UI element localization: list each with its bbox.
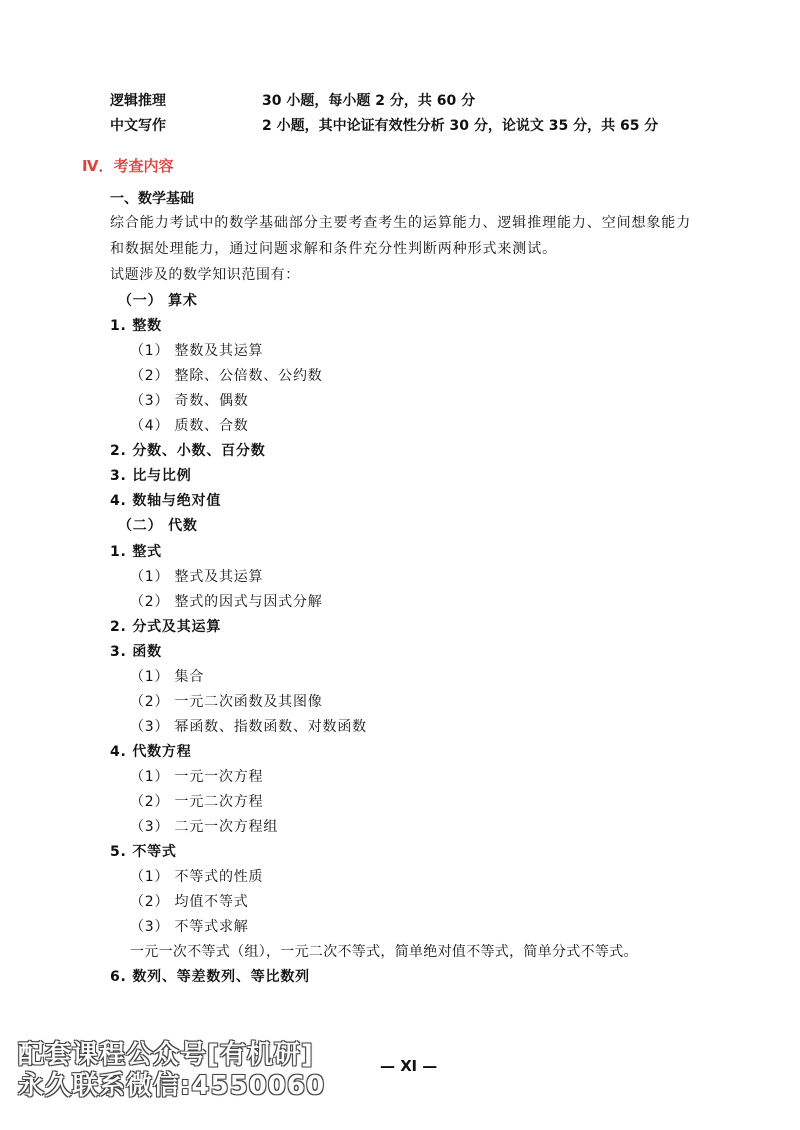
watermark-line-1: 配套课程公众号[有机研] xyxy=(18,1040,314,1070)
outline-h3: 3. 比与比例 xyxy=(110,468,192,484)
outline-item: （1） 一元一次方程 xyxy=(130,769,264,785)
outline-h2: （一） 算术 xyxy=(118,293,198,309)
outline-item: （2） 整除、公倍数、公约数 xyxy=(130,368,323,384)
outline-h3: 4. 代数方程 xyxy=(110,744,192,760)
outline-item: （1） 集合 xyxy=(130,669,205,685)
scope-line: 试题涉及的数学知识范围有： xyxy=(110,267,300,283)
outline-item: （3） 幂函数、指数函数、对数函数 xyxy=(130,719,367,735)
outline-h3: 4. 数轴与绝对值 xyxy=(110,493,222,509)
outline-item: （2） 一元二次方程 xyxy=(130,794,264,810)
outline-h3: 3. 函数 xyxy=(110,644,162,660)
row-label-logic: 逻辑推理 xyxy=(110,93,166,109)
part1-heading: 一、数学基础 xyxy=(110,191,194,207)
intro-line-2: 和数据处理能力，通过问题求解和条件充分性判断两种形式来测试。 xyxy=(110,241,557,257)
outline-item: （3） 不等式求解 xyxy=(130,919,249,935)
outline-item: （2） 整式的因式与因式分解 xyxy=(130,594,323,610)
outline-item: （2） 一元二次函数及其图像 xyxy=(130,694,323,710)
section-heading: Ⅳ．考查内容 xyxy=(82,157,174,175)
row-label-writing: 中文写作 xyxy=(110,118,166,134)
outline-item: （2） 均值不等式 xyxy=(130,894,249,910)
outline-h3: 6. 数列、等差数列、等比数列 xyxy=(110,969,310,985)
outline-h3: 1. 整式 xyxy=(110,544,162,560)
outline-item: （3） 奇数、偶数 xyxy=(130,393,249,409)
intro-line-1: 综合能力考试中的数学基础部分主要考查考生的运算能力、逻辑推理能力、空间想象能力 xyxy=(110,215,692,231)
outline-item: （1） 整数及其运算 xyxy=(130,343,264,359)
outline-h3: 2. 分式及其运算 xyxy=(110,619,222,635)
outline-item: （4） 质数、合数 xyxy=(130,418,249,434)
outline-item: （1） 整式及其运算 xyxy=(130,569,264,585)
outline-h3: 5. 不等式 xyxy=(110,844,177,860)
outline-h3: 1. 整数 xyxy=(110,318,162,334)
outline-note: 一元一次不等式（组），一元二次不等式，简单绝对值不等式，简单分式不等式。 xyxy=(130,944,638,960)
row-value-writing: 2 小题，其中论证有效性分析 30 分，论说文 35 分，共 65 分 xyxy=(262,118,659,134)
outline-h3: 2. 分数、小数、百分数 xyxy=(110,443,266,459)
outline-item: （3） 二元一次方程组 xyxy=(130,819,279,835)
row-value-logic: 30 小题，每小题 2 分，共 60 分 xyxy=(262,93,476,109)
page-number: — Ⅺ — xyxy=(380,1057,438,1075)
outline-item: （1） 不等式的性质 xyxy=(130,869,264,885)
outline-h2: （二） 代数 xyxy=(118,518,198,534)
watermark-line-2: 永久联系微信:4550060 xyxy=(18,1071,326,1101)
